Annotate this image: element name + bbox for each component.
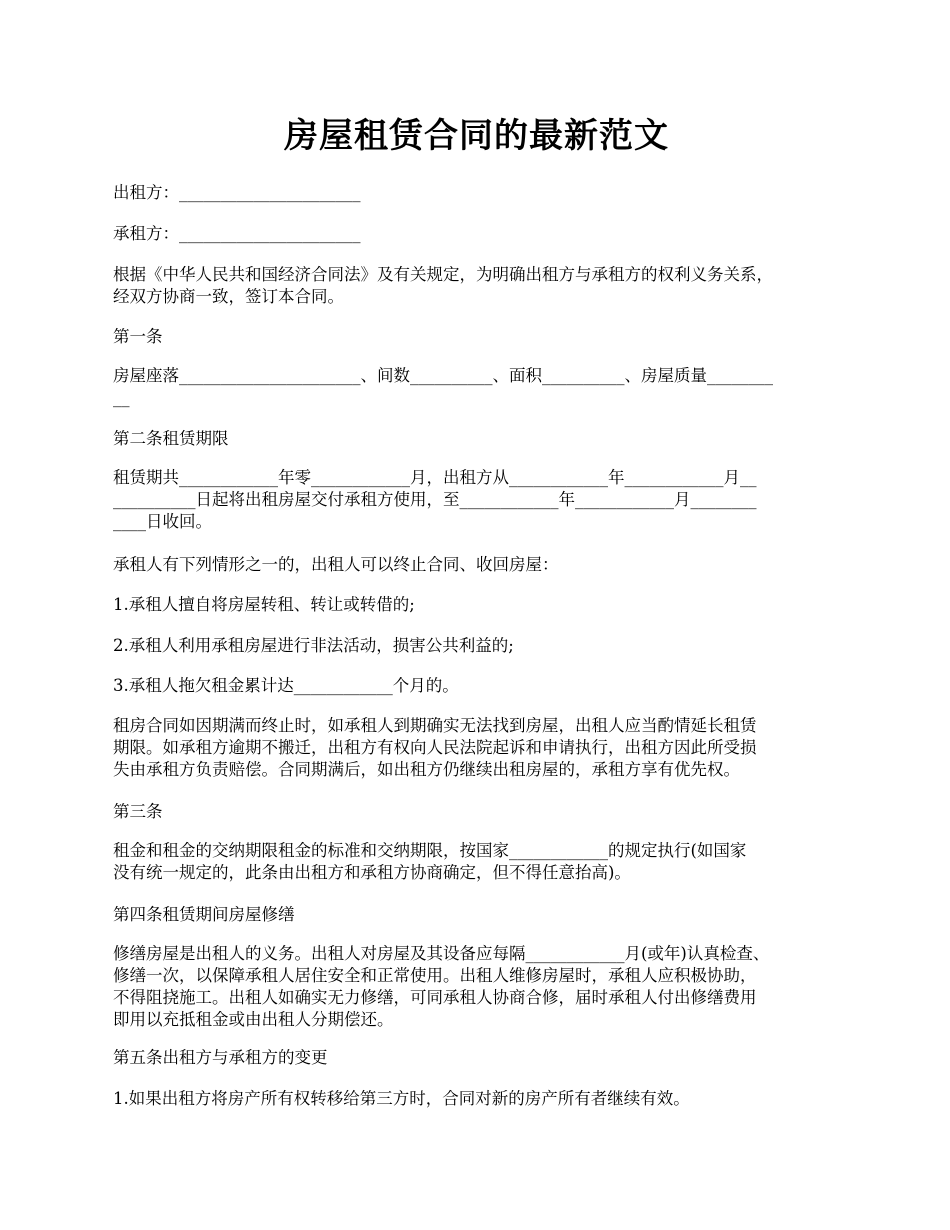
- text-line: 即用以充抵租金或由出租人分期偿还。: [113, 1010, 394, 1029]
- text-line: 出租方：______________________: [113, 183, 361, 202]
- lease-expiry-paragraph: [113, 715, 840, 781]
- list-item: [113, 1088, 840, 1110]
- text-line: 失由承租方负责赔偿。合同期满后，如出租方仍继续出租房屋的，承租方享有优先权。: [113, 760, 740, 779]
- lease-term-paragraph: [113, 467, 840, 533]
- termination-intro-paragraph: [113, 554, 840, 576]
- article-3-heading: [113, 801, 840, 823]
- text-line: 承租方：______________________: [113, 224, 361, 243]
- lessor-field-line: [113, 182, 840, 204]
- text-line: 修缮一次，以保障承租人居住安全和正常使用。出租人维修房屋时，承租人应积极协助，: [113, 966, 757, 985]
- text-line: 不得阻挠施工。出租人如确实无力修缮，可同承租人协商合修，届时承租人付出修缮费用: [113, 988, 757, 1007]
- preamble-paragraph: [113, 264, 840, 308]
- text-line: __: [113, 388, 130, 407]
- rent-paragraph: [113, 840, 840, 884]
- text-line: 租赁期共____________年零____________月，出租方从____________年____________月__: [113, 468, 757, 487]
- text-line: 期限。如承租方逾期不搬迁，出租方有权向人民法院起诉和申请执行，出租方因此所受损: [113, 738, 757, 757]
- text-line: 2.承租人利用承租房屋进行非法活动，损害公共利益的;: [113, 636, 514, 655]
- text-line: 租房合同如因期满而终止时，如承租人到期确实无法找到房屋，出租人应当酌情延长租赁: [113, 716, 757, 735]
- list-item: [113, 675, 840, 697]
- text-line: 房屋座落______________________、间数__________、面积__________、房屋质量________: [113, 366, 773, 385]
- text-line: 第一条: [113, 327, 163, 346]
- text-line: 根据《中华人民共和国经济合同法》及有关规定，为明确出租方与承租方的权利义务关系，: [113, 265, 773, 284]
- article-5-heading: [113, 1047, 840, 1069]
- text-line: ____日收回。: [113, 512, 212, 531]
- lessee-field-line: [113, 223, 840, 245]
- text-line: __________日起将出租房屋交付承租方使用，至____________年____________月________: [113, 490, 757, 509]
- repairs-paragraph: [113, 943, 840, 1031]
- document-title: 房屋租赁合同的最新范文: [284, 116, 669, 156]
- article-1-heading: [113, 326, 840, 348]
- text-line: 第二条租赁期限: [113, 429, 229, 448]
- property-details-paragraph: [113, 365, 840, 409]
- text-line: 第四条租赁期间房屋修缮: [113, 905, 295, 924]
- text-line: 1.承租人擅自将房屋转租、转让或转借的;: [113, 595, 415, 614]
- text-line: 第五条出租方与承租方的变更: [113, 1048, 328, 1067]
- text-line: 3.承租人拖欠租金累计达____________个月的。: [113, 676, 459, 695]
- text-line: 经双方协商一致，签订本合同。: [113, 287, 344, 306]
- list-item: [113, 635, 840, 657]
- text-line: 承租人有下列情形之一的，出租人可以终止合同、收回房屋：: [113, 555, 559, 574]
- text-line: 租金和租金的交纳期限租金的标准和交纳期限，按国家____________的规定执行(如国家: [113, 841, 747, 860]
- list-item: [113, 594, 840, 616]
- text-line: 第三条: [113, 802, 163, 821]
- text-line: 1.如果出租方将房产所有权转移给第三方时，合同对新的房产所有者继续有效。: [113, 1089, 690, 1108]
- article-2-heading: [113, 428, 840, 450]
- text-line: 没有统一规定的，此条由出租方和承租方协商确定，但不得任意抬高)。: [113, 863, 631, 882]
- text-line: 修缮房屋是出租人的义务。出租人对房屋及其设备应每隔____________月(或年)认真检查、: [113, 944, 770, 963]
- article-4-heading: [113, 904, 840, 926]
